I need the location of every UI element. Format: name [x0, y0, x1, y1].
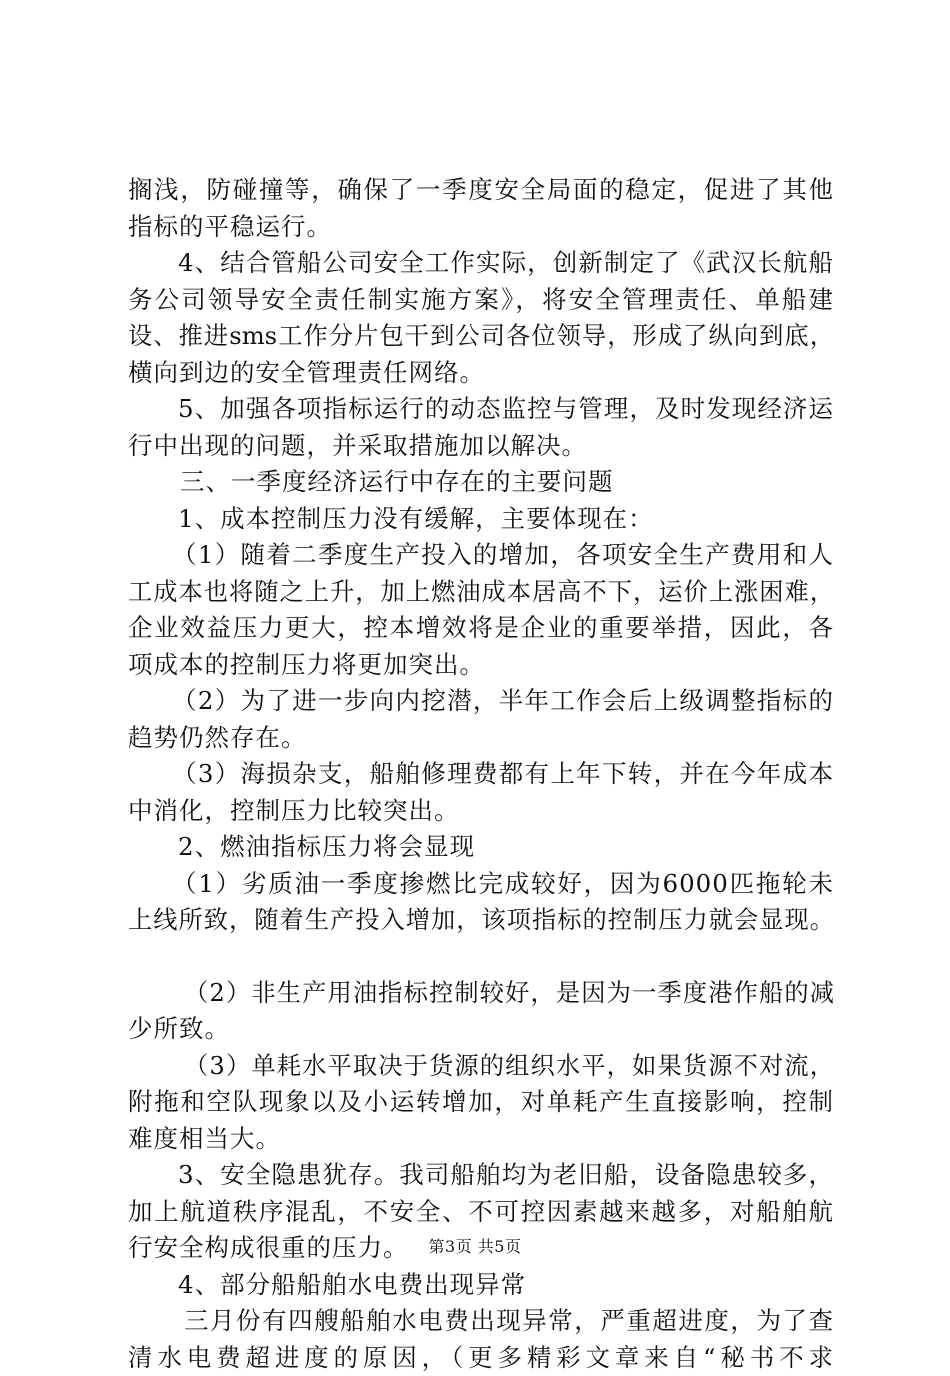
text-line: 三月份有四艘船舶水电费出现异常，严重超进度，为了查	[128, 1303, 834, 1340]
text-line: 行安全构成很重的压力。	[128, 1230, 834, 1267]
text-line: 中消化，控制压力比较突出。	[128, 793, 834, 830]
text-line: 5、加强各项指标运行的动态监控与管理，及时发现经济运	[128, 391, 834, 428]
text-line: 1、成本控制压力没有缓解，主要体现在：	[128, 501, 834, 538]
text-line: 3、安全隐患犹存。我司船舶均为老旧船，设备隐患较多，	[128, 1157, 834, 1194]
text-line: 设、推进sms工作分片包干到公司各位领导，形成了纵向到底，	[128, 318, 834, 355]
text-line: 企业效益压力更大，控本增效将是企业的重要举措，因此，各	[128, 610, 834, 647]
page-number: 第3页 共5页	[0, 1237, 950, 1257]
text-line: （2）为了进一步向内挖潜，半年工作会后上级调整指标的	[128, 683, 834, 720]
text-line: 少所致。	[128, 1011, 834, 1048]
text-line: 2、燃油指标压力将会显现	[128, 829, 834, 866]
text-line: （1）劣质油一季度掺燃比完成较好，因为6000匹拖轮未	[128, 866, 834, 903]
text-line: （1）随着二季度生产投入的增加，各项安全生产费用和人	[128, 537, 834, 574]
text-line: 搁浅，防碰撞等，确保了一季度安全局面的稳定，促进了其他	[128, 172, 834, 209]
text-line: 4、部分船船舶水电费出现异常	[128, 1267, 834, 1304]
text-line: 难度相当大。	[128, 1121, 834, 1158]
text-line: 趋势仍然存在。	[128, 720, 834, 757]
section-heading: 三、一季度经济运行中存在的主要问题	[128, 464, 834, 501]
document-body	[128, 172, 834, 1376]
text-line: 指标的平稳运行。	[128, 209, 834, 246]
text-line: 4、结合管船公司安全工作实际，创新制定了《武汉长航船	[128, 245, 834, 282]
text-line: 附拖和空队现象以及小运转增加，对单耗产生直接影响，控制	[128, 1084, 834, 1121]
text-line: 工成本也将随之上升，加上燃油成本居高不下，运价上涨困难，	[128, 574, 834, 611]
blank-line	[128, 939, 834, 975]
text-line: 项成本的控制压力将更加突出。	[128, 647, 834, 684]
text-line: （3）单耗水平取决于货源的组织水平，如果货源不对流，	[128, 1048, 834, 1085]
text-line: 务公司领导安全责任制实施方案》，将安全管理责任、单船建	[128, 282, 834, 319]
text-line: 上线所致，随着生产投入增加，该项指标的控制压力就会显现。	[128, 902, 834, 939]
text-line: 清水电费超进度的原因，（更多精彩文章来自“秘书不求	[128, 1340, 834, 1376]
text-line: 横向到边的安全管理责任网络。	[128, 355, 834, 392]
text-line: （3）海损杂支，船舶修理费都有上年下转，并在今年成本	[128, 756, 834, 793]
text-line: 加上航道秩序混乱，不安全、不可控因素越来越多，对船舶航	[128, 1194, 834, 1231]
text-line: （2）非生产用油指标控制较好，是因为一季度港作船的减	[128, 975, 834, 1012]
text-line: 行中出现的问题，并采取措施加以解决。	[128, 428, 834, 465]
